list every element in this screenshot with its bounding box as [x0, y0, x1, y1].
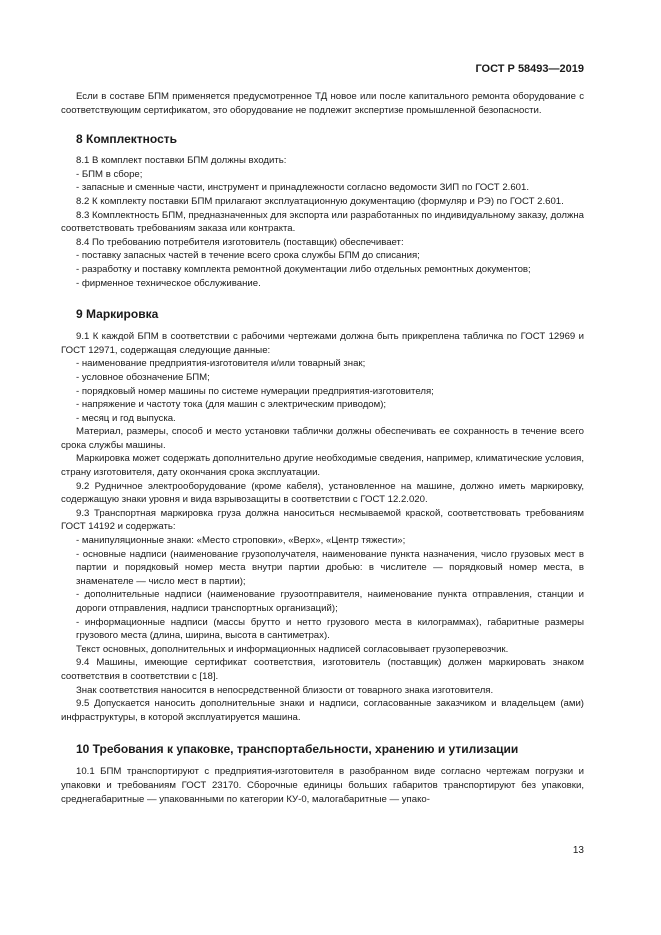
- paragraph-8-2: 8.2 К комплекту поставки БПМ прилагают эксплуатационную документацию (формуляр и РЭ) по ГОСТ 2.601.: [76, 195, 564, 207]
- paragraph-9-1: 9.1 К каждой БПМ в соответствии с рабочими чертежами должна быть прикреплена табличка по ГОСТ 12969 и ГОСТ 12971, содержащая следующие данные:: [61, 331, 584, 356]
- paragraph-8-3: 8.3 Комплектность БПМ, предназначенных для экспорта или разработанных по индивидуальному заказу, должна соответствовать требованиям заказа или контракта.: [61, 209, 584, 235]
- list-item: - наименование предприятия-изготовителя и/или товарный знак;: [76, 358, 366, 370]
- paragraph-9-1-marking: Маркировка может содержать дополнительно другие необходимые сведения, например, климатические условия, страну изготовителя, дату окончания срока эксплуатации.: [61, 453, 584, 479]
- section-10-heading: 10 Требования к упаковке, транспортабельности, хранению и утилизации: [76, 742, 519, 757]
- list-item: - информационные надписи (массы брутто и нетто грузового места в килограммах), габаритные размеры грузового места (длина, ширина, высота в сантиметрах).: [76, 616, 584, 642]
- list-item: - месяц и год выпуска.: [76, 412, 176, 424]
- section-9-heading: 9 Маркировка: [76, 307, 159, 322]
- list-item: - поставку запасных частей в течение всего срока службы БПМ до списания;: [76, 250, 420, 262]
- page-body: [61, 90, 584, 806]
- page-number: 13: [572, 845, 584, 856]
- section-8-heading: 8 Комплектность: [76, 132, 177, 147]
- paragraph-9-1-material: Материал, размеры, способ и место установки таблички должны обеспечивать ее сохранность в течение всего срока службы машины.: [61, 426, 584, 451]
- list-item: - основные надписи (наименование грузополучателя, наименование пункта назначения, число грузовых мест в партии и порядковый номер места внутри партии дробью: в числителе — порядковый номер места, в знаменателе — число мест в партии);: [76, 548, 584, 587]
- list-item: - БПМ в сборе;: [76, 168, 143, 180]
- document-code: ГОСТ Р 58493—2019: [475, 63, 584, 75]
- paragraph-9-5: 9.5 Допускается наносить дополнительные знаки и надписи, согласованные заказчиком и владельцем (ами) инфраструктуры, в которой эксплуатируется машина.: [61, 698, 584, 723]
- paragraph-8-4: 8.4 По требованию потребителя изготовитель (поставщик) обеспечивает:: [76, 236, 404, 248]
- paragraph-8-1: 8.1 В комплект поставки БПМ должны входить:: [76, 155, 287, 167]
- list-item: - разработку и поставку комплекта ремонтной документации либо отдельных ремонтных документов;: [76, 263, 531, 275]
- list-item: - запасные и сменные части, инструмент и принадлежности согласно ведомости ЗИП по ГОСТ 2.601.: [76, 182, 529, 194]
- paragraph-9-4: 9.4 Машины, имеющие сертификат соответствия, изготовитель (поставщик) должен маркировать знаком соответствия в соответствии с [18].: [61, 657, 584, 682]
- intro-paragraph: Если в составе БПМ применяется предусмотренное ТД новое или после капитального ремонта оборудование с соответствующим сертификатом, это оборудование не подлежит экспертизе промышленной безопасности.: [61, 91, 584, 116]
- list-item: - фирменное техническое обслуживание.: [76, 277, 261, 289]
- list-item: - условное обозначение БПМ;: [76, 371, 210, 383]
- list-item: - дополнительные надписи (наименование грузоотправителя, наименование пункта отправления, станции и дороги отправления, надписи транспортных организаций);: [76, 589, 584, 614]
- paragraph-9-4-sign: Знак соответствия наносится в непосредственной близости от товарного знака изготовителя.: [76, 684, 494, 696]
- list-item: - напряжение и частоту тока (для машин с электрическим приводом);: [76, 399, 387, 411]
- paragraph-9-3-text: Текст основных, дополнительных и информационных надписей согласовывает грузоперевозчик.: [76, 643, 509, 655]
- paragraph-9-2: 9.2 Рудничное электрооборудование (кроме кабеля), установленное на машине, должно иметь маркировку, содержащую знаки уровня и вида взрывозащиты в соответствии с ГОСТ 12.2.020.: [61, 480, 584, 506]
- list-item: - манипуляционные знаки: «Место строповки», «Верх», «Центр тяжести»;: [76, 535, 406, 547]
- list-item: - порядковый номер машины по системе нумерации предприятия-изготовителя;: [76, 385, 434, 397]
- paragraph-10-1: 10.1 БПМ транспортируют с предприятия-изготовителя в разобранном виде согласно чертежам погрузки и упаковки и требованиям ГОСТ 23170. Сборочные единицы больших габаритов транспортируют без упаковки, среднегабаритные — упакованными по категории КУ-0, малогабаритные — упако-: [61, 766, 584, 805]
- paragraph-9-3: 9.3 Транспортная маркировка груза должна наноситься несмываемой краской, соответствовать требованиям ГОСТ 14192 и содержать:: [61, 507, 584, 533]
